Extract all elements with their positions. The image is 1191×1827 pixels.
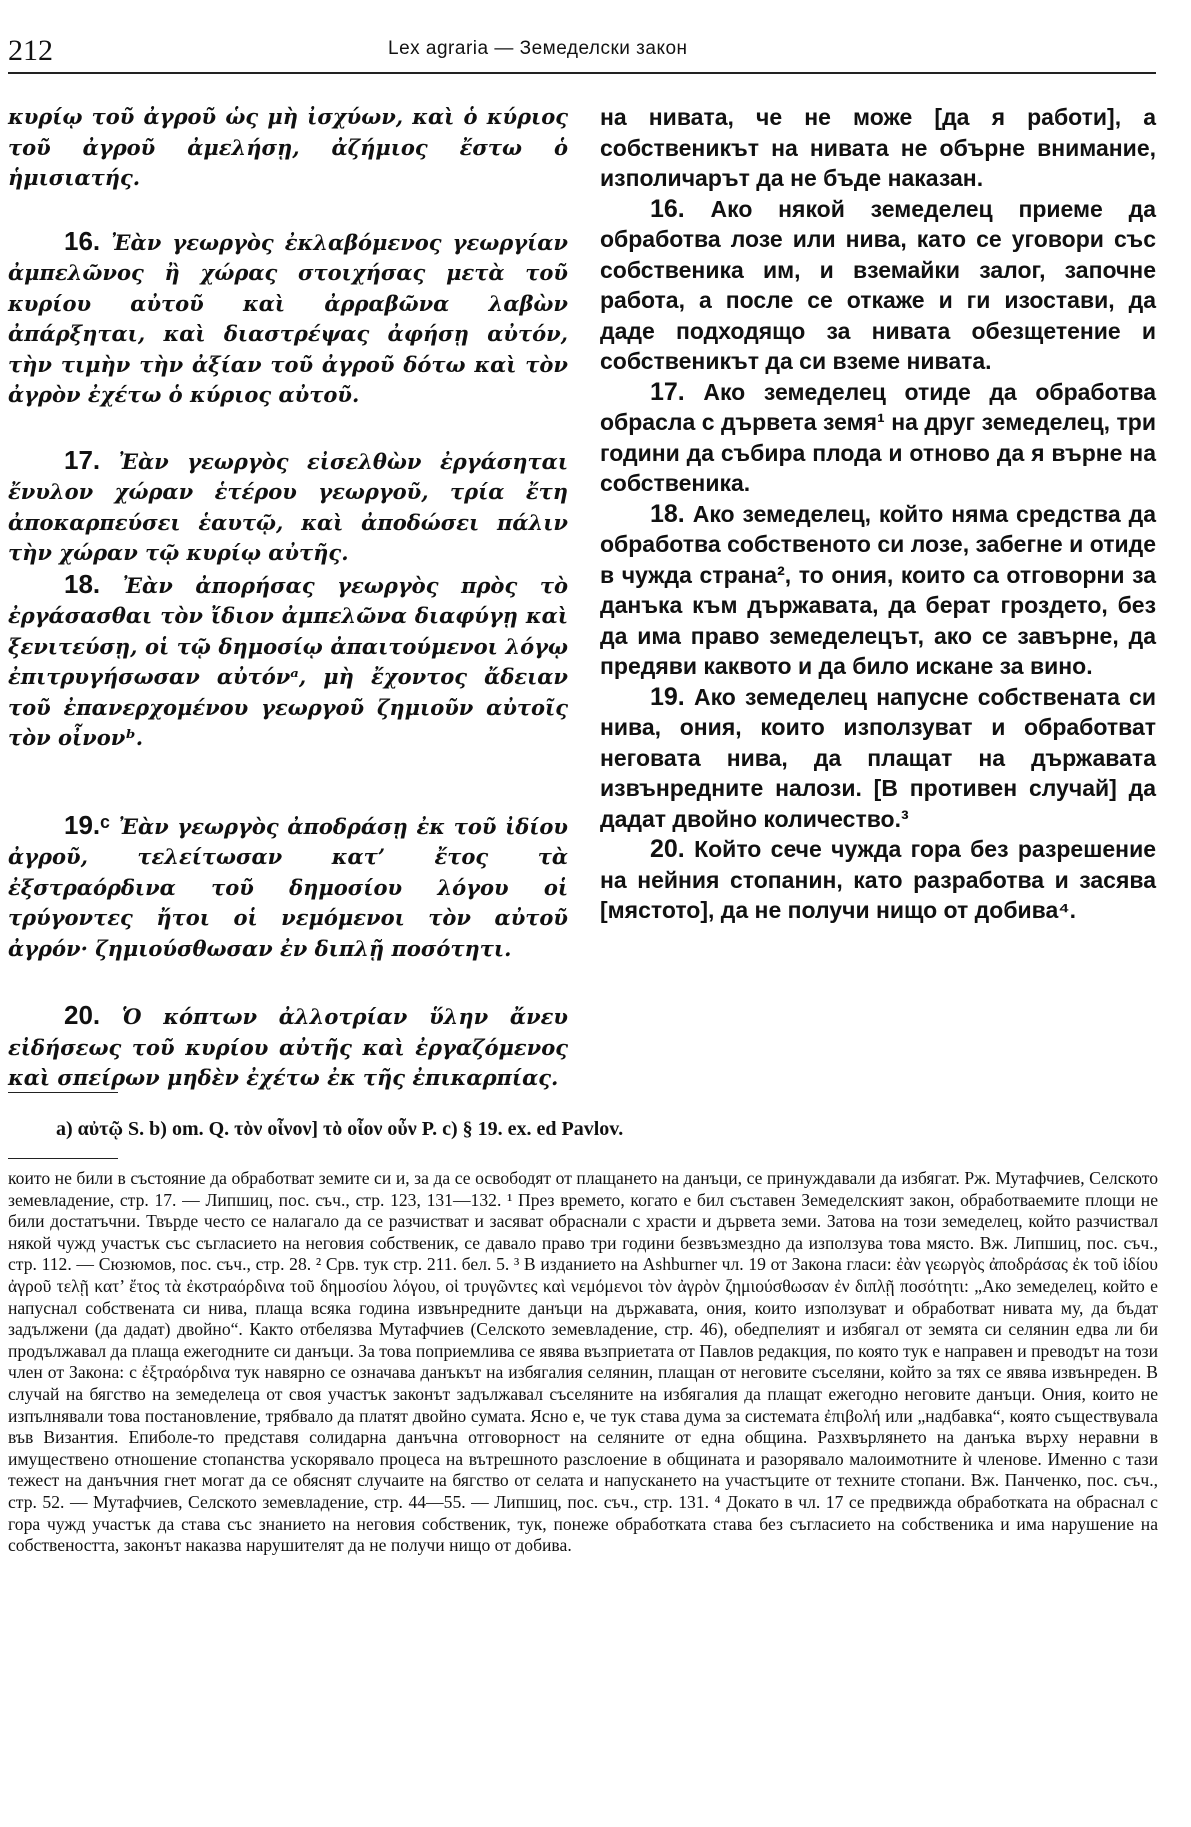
bulgarian-text: Ако земеделец напусне собствената си нива, ония, които използуват и обработват неговата нива, да плащат на държавата извънредните налози. [В противен случай] да дадат двойно количество.³ xyxy=(600,683,1156,832)
article-number: 19.ᶜ xyxy=(64,809,111,840)
article-number: 18. xyxy=(650,499,685,528)
bulgarian-text: Ако земеделец отиде да обработва обрасла с дървета земя¹ на друг земеделец, три години да събира плода и отново да я върне на собственика. xyxy=(600,378,1156,496)
greek-article-19 xyxy=(8,810,568,965)
bulgarian-translation-column xyxy=(600,102,1156,926)
bulgarian-text: Който сече чужда гора без разрешение на нейния стопанин, като разработва и засява [мястото], да не получи нищо от добива⁴. xyxy=(600,836,1156,923)
bulgarian-text: Ако земеделец, който няма средства да обработва собственото си лозе, забегне и отиде в чужда страна², то ония, които са отговорни за данъка към държавата, да берат гроздето, без да има право земеделецът, ако се завърне, да предяви каквото и да било искане за вино. xyxy=(600,500,1156,679)
page-header xyxy=(8,30,1156,74)
greek-text: Ἐὰν ἀπορήσας γεωργὸς πρὸς τὸ ἐργάσασθαι τὸν ἴδιον ἀμπελῶνα διαφύγῃ καὶ ξενιτεύσῃ, οἱ τῷ δημοσίῳ ἀπαιτούμενοι λόγῳ ἐπιτρυγήσωσαν αὐτόνᵃ, μὴ ἔχοντος ἄδειαν τοῦ ἐπανερχομένου γεωργοῦ ζημιοῦν αὐτοῖς τὸν οἶνονᵇ. xyxy=(8,572,568,750)
bulgarian-article-20 xyxy=(600,834,1156,926)
greek-article-16 xyxy=(8,226,568,411)
bulgarian-text: Ако някой земеделец приеме да обработва лозе или нива, като се уговори със собственика им, и вземайки залог, започне работа, а после се откаже и ги изостави, да даде подходящо за нивата обезщетение и собственикът да си вземе нивата. xyxy=(600,195,1156,374)
greek-text: Ἐὰν γεωργὸς ἀποδράσῃ ἐκ τοῦ ἰδίου ἀγροῦ, τελείτωσαν κατ’ ἔτος τὰ ἐξστραόρδινα τοῦ δημοσίου λόγου οἱ τρύγοντες ἤτοι οἱ νεμόμενοι τὸν αὐτοῦ ἀγρόν· ζημιούσθωσαν ἐν διπλῇ ποσότητι. xyxy=(8,813,569,961)
bulgarian-article-17 xyxy=(600,377,1156,499)
footnotes-rule xyxy=(8,1158,118,1159)
critical-apparatus: a) αὐτῷ S. b) om. Q. τὸν οἶνον] τὸ οἶον οὖν P. c) § 19. ex. ed Pavlov. xyxy=(56,1118,624,1140)
greek-article-20 xyxy=(8,1000,568,1094)
page-number: 212 xyxy=(8,34,53,67)
footnote-continuation: които не били в състояние да обработват земите си и, за да се освободят от плащането на данъци, се принуждавали да избягат. Рж. Мутафчиев, Селското земевладение, стр. 17. — Липшиц, пос. съч., стр. 123, 131—132. xyxy=(8,1168,1158,1210)
bulgarian-text: на нивата, че не може [да я работи], а собственикът на нивата не обърне внимание, изполичарът да не бъде наказан. xyxy=(600,104,1156,191)
footnote-4: ⁴ Докато в чл. 17 се предвижда обработката на обраснал с гора чужд участък да става със знанието на неговия собственик, тук, понеже обработката става без съгласието на собственика и има нарушение на собствеността, законът наказва нарушителят да не получи нищо от добива. xyxy=(8,1491,1158,1556)
bulgarian-article-16 xyxy=(600,194,1156,377)
greek-text: Ἐὰν γεωργὸς εἰσελθὼν ἐργάσηται ἔνυλον χώραν ἑτέρου γεωργοῦ, τρία ἔτη ἀποκαρπεύσει ἑαυτῷ, καὶ ἀποδώσει πάλιν τὴν χώραν τῷ κυρίῳ αὐτῆς. xyxy=(8,448,568,565)
greek-text: Ὁ κόπτων ἀλλοτρίαν ὕλην ἄνευ εἰδήσεως τοῦ κυρίου αὐτῆς καὶ ἐργαζόμενος καὶ σπείρων μηδὲν ἐχέτω ἐκ τῆς ἐπικαρπίας. xyxy=(8,1004,568,1090)
footnotes xyxy=(8,1168,1158,1557)
article-number: 17. xyxy=(650,377,685,406)
apparatus-rule xyxy=(8,1092,118,1093)
greek-text: Ἐὰν γεωργὸς ἐκλαβόμενος γεωργίαν ἀμπελῶνος ἢ χώρας στοιχήσας μετὰ τοῦ κυρίου αὐτοῦ καὶ ἀρραβῶνα λαβὼν ἀπάρξηται, καὶ διαστρέψας ἀφήσῃ αὐτόν, τὴν τιμὴν τὴν ἀξίαν τοῦ ἀγροῦ δότω καὶ τὸν ἀγρὸν ἐχέτω ὁ κύριος αὐτοῦ. xyxy=(8,229,569,407)
footnote-3: ³ В изданието на Ashburner чл. 19 от Закона гласи: ἐὰν γεωργὸς ἀποδράσας ἐκ τοῦ ἰδίου ἀγροῦ τελῇ κατ’ ἔτος τὰ ἐκστραόρδινα τοῦ δημοσίου λόγου, οἱ τρυγῶντες καὶ νεμόμενοι τὸν ἀγρὸν ζημιούσθωσαν ἐν διπλῇ ποσότητι: „Ако земеделец, който е напуснал собствената си нива, плаща всяка година извънредните данъци на държавата, ония, които използуват и обработват нивата му, да бъдат задължени (да дадат) двойно“. Както отбелязва Мутафчиев (Селското земевладение, стр. 46), обедпелият и избягал от земята си селянин едва ли би продължавал да плаща ежегодните си данъци. За това поприемлива се явява възприетата от Павлов редакция, по която тук е направен и преводът на този член от Закона: с ἐξτραόρδινα тук навярно се означава данъкът на избягалия селянин, плащан от неговите съселяни, който за тях се явява извънреден. В случай на бягство на земеделеца от своя участък законът задължавал съселяните на избягалия да плащат ежегодно неговите данъци. Ония, които не изпълнявали това постановление, трябвало да платят двойно сумата. Ясно е, че тук става дума за системата ἐπιβολή или „надбавка“, която съществувала във Византия. Епиболе-то представя солидарна данъчна отговорност на селяните от една община. Разхвърлянето на данъка върху неравни в имуществено отношение стопанства ускорявало процеса на вътрешното разслоение в общината и разорявало малоимотните ѝ членове. Именно с тази тежест на данъчния гнет могат да се обяснят случаите на бягство от селата и напускането на участъците от техните стопани. Вж. Панченко, пос. съч., стр. 52. — Мутафчиев, Селското земевладение, стр. 44—55. — Липшиц, пос. съч., стр. 131. xyxy=(8,1254,1158,1512)
greek-article-18 xyxy=(8,569,568,754)
greek-paragraph-continuation xyxy=(8,102,568,194)
greek-text-column xyxy=(8,102,568,1094)
article-number: 19. xyxy=(650,682,685,711)
bulgarian-article-19 xyxy=(600,682,1156,835)
greek-article-17 xyxy=(8,445,568,569)
footnote-text xyxy=(8,1168,1158,1557)
footnote-2: ² Срв. тук стр. 211. бел. 5. xyxy=(315,1254,510,1275)
running-head: Lex agraria — Земеделски закон xyxy=(388,38,688,59)
footnote-1: ¹ През времето, когато е бил съставен Земеделският закон, обработваемите площи не били достатъчни. Твърде често се налагало да се разчистват и засяват обраснали с храсти и дървета земи. Затова на този земеделец, който разчиствал някой чужд участък със съгласието на неговия собственик, се давало право три години безвъзмездно да използува това място. Вж. Липшиц, пос. съч., стр. 112. — Сюзюмов, пос. съч., стр. 28. xyxy=(8,1189,1159,1275)
article-number: 20. xyxy=(64,1000,101,1030)
bulgarian-article-18 xyxy=(600,499,1156,682)
article-number: 18. xyxy=(64,568,101,599)
bulgarian-paragraph-continuation xyxy=(600,102,1156,194)
article-number: 16. xyxy=(64,225,101,256)
article-number: 20. xyxy=(650,835,685,863)
article-number: 16. xyxy=(650,194,685,223)
greek-text: κυρίῳ τοῦ ἀγροῦ ὡς μὴ ἰσχύων, καὶ ὁ κύριος τοῦ ἀγροῦ ἀμελήσῃ, ἀζήμιος ἔστω ὁ ἡμισιατής. xyxy=(8,104,568,190)
article-number: 17. xyxy=(64,444,101,475)
